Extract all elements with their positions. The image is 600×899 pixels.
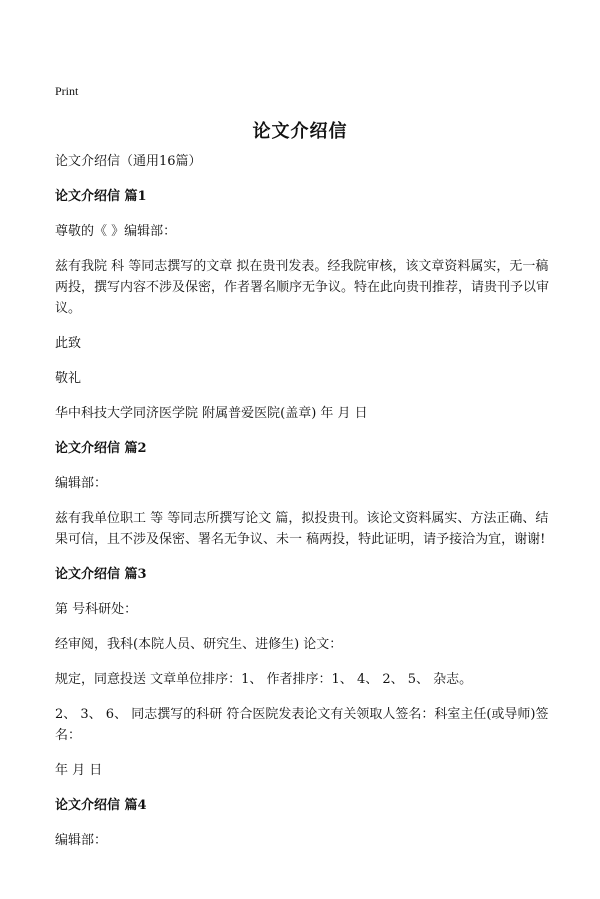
body-paragraph-1: 兹有我院 科 等同志撰写的文章 拟在贵刊发表。经我院审核，该文章资料属实，无一稿两投，撰写内容不涉及保密，作者署名顺序无争议。特在此向贵刊推荐，请贵刊予以审议。 <box>55 259 550 316</box>
section-heading-4: 论文介绍信 篇4 <box>55 798 147 813</box>
body-paragraph-2: 兹有我单位职工 等 等同志所撰写论文 篇，拟投贵刊。该论文资料属实、方法正确、结果可信，且不涉及保密、署名无争议、未一 稿两投，特此证明，请予接洽为宜，谢谢! <box>55 511 549 547</box>
body-paragraph-3a: 经审阅，我科(本院人员、研究生、进修生) 论文： <box>55 637 343 652</box>
body-paragraph-3b: 规定，同意投送 文章单位排序：1、 作者排序：1、 4、 2、 5、 杂志。 <box>55 672 473 687</box>
print-label: Print <box>55 84 79 98</box>
page-title: 论文介绍信 <box>252 121 348 142</box>
closing-1: 此致 <box>55 336 82 351</box>
salutation-1: 尊敬的《 》编辑部： <box>55 224 177 239</box>
closing-2: 敬礼 <box>55 371 82 386</box>
salutation-4: 编辑部： <box>55 833 108 848</box>
section-heading-1: 论文介绍信 篇1 <box>55 189 147 204</box>
salutation-3: 第 号科研处： <box>55 602 138 617</box>
subtitle: 论文介绍信（通用16篇） <box>55 154 202 169</box>
date-line-3: 年 月 日 <box>55 763 103 778</box>
body-paragraph-3c: 2、 3、 6、 同志撰写的科研 符合医院发表论文有关领取人签名：科室主任(或导师)签名： <box>55 707 549 743</box>
section-heading-3: 论文介绍信 篇3 <box>55 567 147 582</box>
signature-1: 华中科技大学同济医学院 附属普爱医院(盖章) 年 月 日 <box>55 406 368 421</box>
section-heading-2: 论文介绍信 篇2 <box>55 441 147 456</box>
salutation-2: 编辑部： <box>55 476 108 491</box>
document-body <box>55 151 555 865</box>
